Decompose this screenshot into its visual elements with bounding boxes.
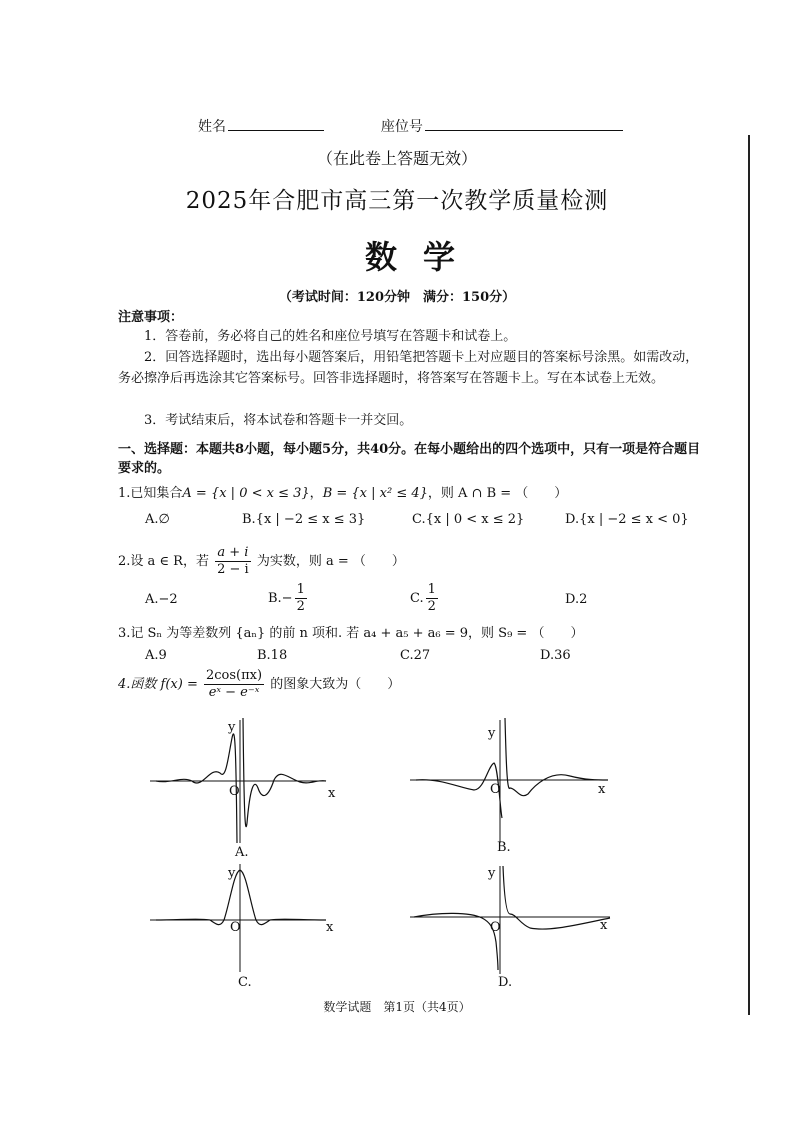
graph-b-x-label: x <box>598 782 606 797</box>
graph-a <box>150 718 345 843</box>
q1-option-a: A.∅ <box>145 512 170 527</box>
question-2-stem <box>118 545 405 578</box>
graph-a-x-label: x <box>328 786 336 801</box>
q2-fraction <box>215 545 251 578</box>
q1-sep: ， <box>309 486 323 501</box>
q2-suffix: 为实数，则 a = （ ） <box>256 554 405 569</box>
q4-fraction <box>204 668 264 701</box>
exam-title: 2025年合肥市高三第一次教学质量检测 <box>185 188 609 214</box>
graph-b <box>410 718 620 843</box>
q2-b-num: 1 <box>296 582 305 597</box>
q2-c-den: 2 <box>427 599 436 614</box>
graph-c-x-label: x <box>326 920 334 935</box>
q3-option-c: C.27 <box>400 648 431 663</box>
notice-item-2: 2．回答选择题时，选出每小题答案后，用铅笔把答题卡上对应题目的答案标号涂黑。如需改动，务必擦净后再选涂其它答案标号。回答非选择题时，将答案写在答题卡上。写在本试卷上无效。 <box>118 350 699 386</box>
q1-option-b: B.{x | −2 ≤ x ≤ 3} <box>242 512 366 527</box>
q2-frac-den: 2 − i <box>217 562 249 577</box>
q2-b-prefix: B.− <box>268 591 293 606</box>
q2-b-den: 2 <box>296 599 305 614</box>
page-footer: 数学试题 第1页（共4页） <box>323 1000 471 1014</box>
graph-d-x-label: x <box>600 918 608 933</box>
graph-d-y-label: y <box>488 866 496 881</box>
q1-option-c: C.{x | 0 < x ≤ 2} <box>412 512 525 527</box>
subject-title: 数学 <box>364 238 481 276</box>
graph-c-y-label: y <box>228 866 236 881</box>
graph-c-label: C. <box>238 975 252 990</box>
q4-frac-num: 2cos(πx) <box>206 668 263 683</box>
q1-set-a: A = {x | 0 < x ≤ 3} <box>182 486 310 501</box>
q4-frac-den: eˣ − e⁻ˣ <box>208 685 260 700</box>
graph-b-y-label: y <box>488 726 496 741</box>
q3-option-b: B.18 <box>257 648 288 663</box>
q2-prefix: 2.设 a ∈ R，若 <box>118 554 209 569</box>
seat-blank <box>425 116 623 131</box>
q3-option-d: D.36 <box>540 648 571 663</box>
q2-frac-num: a + i <box>215 545 251 562</box>
q1-option-d: D.{x | −2 ≤ x < 0} <box>565 512 689 527</box>
graph-b-origin: O <box>490 782 501 797</box>
q1-set-b: B = {x | x² ≤ 4} <box>322 486 428 501</box>
seat-label: 座位号 <box>380 119 423 135</box>
graph-a-origin: O <box>229 784 240 799</box>
name-blank <box>228 116 324 131</box>
invalid-answer-warning: （在此卷上答题无效） <box>316 149 477 168</box>
graph-d-label: D. <box>498 975 513 990</box>
graph-d-origin: O <box>490 920 501 935</box>
q2-option-b <box>268 582 309 615</box>
q4-suffix: 的图象大致为（ ） <box>270 677 401 692</box>
graph-c <box>150 862 345 972</box>
notice-item-3: 3．考试结束后，将本试卷和答题卡一并交回。 <box>144 413 413 428</box>
graph-a-y-label: y <box>228 720 236 735</box>
q4-prefix: 4.函数 f(x) = <box>118 677 198 692</box>
graph-d <box>410 862 620 977</box>
q2-c-num: 1 <box>427 582 436 597</box>
graph-a-label: A. <box>235 845 249 860</box>
question-3-stem: 3.记 Sₙ 为等差数列 {aₙ} 的前 n 项和. 若 a₄ + a₅ + a₆ = 9，则 S₉ = （ ） <box>118 626 584 641</box>
q2-option-d: D.2 <box>565 592 588 607</box>
section-heading: 一、选择题：本题共8小题，每小题5分，共40分。在每小题给出的四个选项中，只有一项是符合题目要求的。 <box>118 442 701 476</box>
q1-prefix: 1.已知集合 <box>118 486 183 501</box>
graph-c-origin: O <box>230 920 241 935</box>
name-field-row <box>198 116 623 136</box>
notice-heading: 注意事项： <box>118 310 184 325</box>
q2-option-a: A.−2 <box>145 592 178 607</box>
q2-option-c <box>410 582 440 615</box>
q3-option-a: A.9 <box>145 648 167 663</box>
question-1-stem <box>118 485 567 503</box>
exam-info: （考试时间：120分钟 满分：150分） <box>278 290 516 305</box>
q1-suffix: ，则 A ∩ B = （ ） <box>427 486 568 501</box>
name-label: 姓名 <box>198 119 226 135</box>
q2-c-prefix: C. <box>410 591 424 606</box>
question-4-stem <box>118 668 400 701</box>
notice-item-1: 1．答卷前，务必将自己的姓名和座位号填写在答题卡和试卷上。 <box>144 329 517 344</box>
graph-b-label: B. <box>497 840 511 855</box>
